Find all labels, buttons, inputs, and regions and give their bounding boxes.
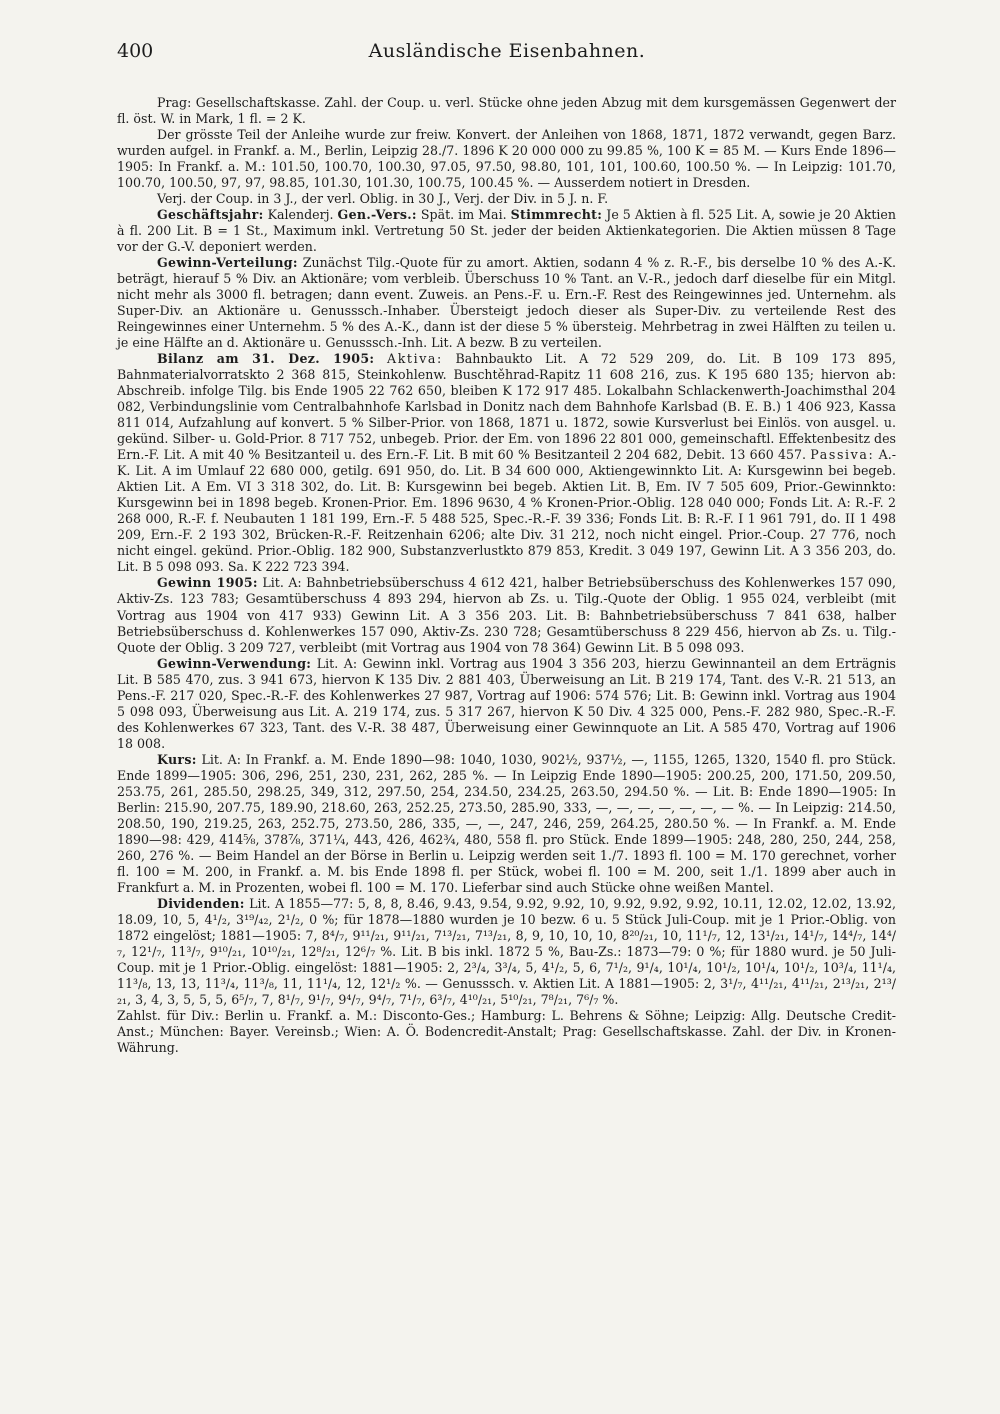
paragraph-payment: Prag: Gesellschaftskasse. Zahl. der Coup. u. verl. Stücke ohne jeden Abzug mit dem kursgemässen Gegenwert der fl. öst. W. in Mark, 1 fl. = 2 K. xyxy=(117,95,896,127)
paragraph-zahlstellen: Zahlst. für Div.: Berlin u. Frankf. a. M.: Disconto-Ges.; Hamburg: L. Behrens & Söhne; Leipzig: Allg. Deutsche Credit-Anst.; München: Bayer. Vereinsb.; Wien: A. Ö. Bodencredit-Anstalt; Prag: Gesellschaftskasse. Zahl. der Div. in Kronen-Währung. xyxy=(117,1007,896,1055)
dividenden-text: Lit. A 1855—77: 5, 8, 8, 8.46, 9.43, 9.54, 9.92, 9.92, 10, 9.92, 9.92, 9.92, 10.11, 12.02, 12.02, 13.92, 18.09, 10, 5, 4¹/₂, 3¹⁹/₄₂, 2¹/₂, 0 %; für 1878—1880 wurden je 10 bezw. 6 u. 5 Stück Juli-Coup. mit je 1 Prior.-Oblig. von 1872 eingelöst; 1881—1905: 7, 8⁴/₇, 9¹¹/₂₁, 9¹¹/₂₁, 7¹³/₂₁, 7¹³/₂₁, 8, 9, 10, 10, 10, 8²⁰/₂₁, 10, 11¹/₇, 12, 13¹/₂₁, 14¹/₇, 14⁴/₇, 14⁴/₇, 12¹/₇, 11³/₇, 9¹⁰/₂₁, 10¹⁰/₂₁, 12⁸/₂₁, 12⁶/₇ %. Lit. B bis inkl. 1872 5 %, Bau-Zs.: 1873—79: 0 %; für 1880 wurd. je 50 Juli-Coup. mit je 1 Prior.-Oblig. eingelöst: 1881—1905: 2, 2³/₄, 3³/₄, 5, 4¹/₂, 5, 6, 7¹/₂, 9¹/₄, 10¹/₄, 10¹/₂, 10¹/₄, 10¹/₂, 10³/₄, 11¹/₄, 11³/₈, 13, 13, 11³/₄, 11³/₈, 11, 11¹/₄, 12, 12¹/₂ %. — Genusssch. v. Aktien Lit. A 1881—1905: 2, 3¹/₇, 4¹¹/₂₁, 4¹¹/₂₁, 2¹³/₂₁, 2¹³/₂₁, 3, 4, 3, 5, 5, 5, 6⁵/₇, 7, 8¹/₇, 9¹/₇, 9⁴/₇, 9⁴/₇, 7¹/₇, 6³/₇, 4¹⁰/₂₁, 5¹⁰/₂₁, 7⁸/₂₁, 7⁶/₇ %. xyxy=(117,895,896,1007)
kurs-text: Lit. A: In Frankf. a. M. Ende 1890—98: 1040, 1030, 902½, 937½, —, 1155, 1265, 1320, 1540 fl. pro Stück. Ende 1899—1905: 306, 296, 251, 230, 231, 262, 285 %. — In Leipzig Ende 1890—1905: 200.25, 200, 171.50, 209.50, 253.75, 261, 285.50, 298.25, 349, 312, 297.50, 254, 234.50, 234.25, 263.50, 294.50 %. — Lit. B: Ende 1890—1905: In Berlin: 215.90, 207.75, 189.90, 218.60, 263, 252.25, 273.50, 285.90, 333, —, —, —, —, —, —, — %. — In Leipzig: 214.50, 208.50, 190, 219.25, 263, 252.75, 273.50, 286, 335, —, —, 247, 246, 259, 264.25, 280.50 %. — In Frankf. a. M. Ende 1890—98: 429, 414⅝, 378⅞, 371¼, 443, 426, 462¾, 480, 558 fl. pro Stück. Ende 1899—1905: 248, 280, 250, 244, 258, 260, 276 %. — Beim Handel an der Börse in Berlin u. Leipzig werden seit 1./7. 1893 fl. 100 = M. 170 gerechnet, vorher fl. 100 = M. 200, in Frankf. a. M. bis Ende 1898 fl. per Stück, wobei fl. 100 = M. 200, seit 1./1. 1899 aber auch in Frankfurt a. M. in Prozenten, wobei fl. 100 = M. 170. Lieferbar sind auch Stücke ohne weißen Mantel. xyxy=(117,751,896,895)
bilanz-label: Bilanz am 31. Dez. 1905: xyxy=(157,351,375,367)
kurs-label: Kurs: xyxy=(157,751,197,767)
dividenden-label: Dividenden: xyxy=(157,895,245,911)
paragraph-limitation: Verj. der Coup. in 3 J., der verl. Oblig. in 30 J., Verj. der Div. in 5 J. n. F. xyxy=(157,191,609,207)
paragraph-loan-conversion: Der grösste Teil der Anleihe wurde zur freiw. Konvert. der Anleihen von 1868, 1871, 1872 verwandt, gegen Barz. wurden aufgel. in Frankf. a. M., Berlin, Leipzig 28./7. 1896 K 20 000 000 zu 99.85 %, 100 K = 85 M. — Kurs Ende 1896—1905: In Frankf. a. M.: 101.50, 100.70, 100.30, 97.05, 97.50, 98.80, 101, 101, 100.60, 100.50 %. — In Leipzig: 101.70, 100.70, 100.50, 97, 97, 98.85, 101.30, 101.30, 100.75, 100.45 %. — Ausserdem notiert in Dresden. xyxy=(117,127,896,191)
aktiva-label: Aktiva: xyxy=(387,351,443,367)
section-gewinn-verteilung xyxy=(117,255,896,351)
running-title: Ausländische Eisenbahnen. xyxy=(368,40,646,62)
article-body xyxy=(117,95,896,1056)
geschaeftsjahr-label: Geschäftsjahr: xyxy=(157,207,264,223)
gewinn-verteilung-label: Gewinn-Verteilung: xyxy=(157,255,298,271)
gewinn-1905-label: Gewinn 1905: xyxy=(157,575,258,591)
geschaeftsjahr-text: Kalenderj. xyxy=(267,207,334,223)
gewinn-verteilung-text: Zunächst Tilg.-Quote für zu amort. Aktien, sodann 4 % z. R.-F., bis derselbe 10 % des A.-K. beträgt, hierauf 5 % Div. an Aktionäre; vom verbleib. Überschuss 10 % Tant. an V.-R., jedoch darf dieselbe für ein Mitgl. nicht mehr als 3000 fl. betragen; dann event. Zuweis. an Pens.-F. u. Ern.-F. Rest des Reingewinnes jed. Unternehm. als Super-Div. an Aktionäre u. Genusssch.-Inhaber. Übersteigt jedoch dieser als Super-Div. zu verteilende Rest des Reingewinnes einer Unternehm. 5 % des A.-K., dann ist der diese 5 % übersteig. Mehrbetrag in zwei Hälften zu teilen u. je eine Hälfte an d. Aktionäre u. Genusssch.-Inh. Lit. A bezw. B zu verteilen. xyxy=(117,255,896,351)
aktiva-text: Bahnbaukto Lit. A 72 529 209, do. Lit. B 109 173 895, Bahnmaterialvorratskto 2 368 815, Steinkohlenw. Buschtěhrad-Rapitz 11 608 216, zus. K 195 680 135; hiervon ab: Abschreib. infolge Tilg. bis Ende 1905 22 762 650, bleiben K 172 917 485. Lokalbahn Schlackenwerth-Joachimsthal 204 082, Verbindungslinie vom Centralbahnhofe Karlsbad in Donitz nach dem Bahnhofe Karlsbad (B. E. B.) 1 406 923, Kassa 811 014, Aufzahlung auf konvert. 5 % Silber-Prior. von 1868, 1871 u. 1872, sowie Kursverlust bei Einlös. von ausgel. u. gekünd. Silber- u. Gold-Prior. 8 717 752, unbegeb. Prior. der Em. von 1896 22 801 000, gemeinschaftl. Effektenbesitz des Ern.-F. Lit. A mit 40 % Besitzanteil u. des Ern.-F. Lit. B mit 60 % Besitzanteil 2 204 682, Debit. 13 660 457. xyxy=(117,351,896,463)
stimmrecht-text: Je 5 Aktien à fl. 525 Lit. A, sowie je 20 Aktien à fl. 200 Lit. B = 1 St., Maximum inkl. Vertretung 50 St. jeder der beiden Aktienkategorien. Die Aktien müssen 8 Tage vor der G.-V. deponiert werden. xyxy=(117,207,896,255)
gen-vers-text: Spät. im Mai. xyxy=(420,207,507,223)
section-bilanz xyxy=(117,351,896,575)
gewinn-verwendung-text: Lit. A: Gewinn inkl. Vortrag aus 1904 3 356 203, hierzu Gewinnanteil an dem Erträgnis Lit. B 585 470, zus. 3 941 673, hiervon K 135 Div. 2 881 403, Überweisung an Lit. B 219 174, Tant. des V.-R. 21 513, an Pens.-F. 217 020, Spec.-R.-F. des Kohlenwerkes 27 987, Vortrag auf 1906: 574 576; Lit. B: Gewinn inkl. Vortrag aus 1904 5 098 093, Überweisung aus Lit. A. 219 174, zus. 5 317 267, hiervon K 50 Div. 4 325 000, Pens.-F. 282 980, Spec.-R.-F. des Kohlenwerkes 67 323, Tant. des V.-R. 38 487, Überweisung einer Gewinnquote an Lit. A 585 470, Vortrag auf 1906 18 008. xyxy=(117,655,896,751)
gewinn-1905-text: Lit. A: Bahnbetriebsüberschuss 4 612 421, halber Betriebsüberschuss des Kohlenwerkes 157 090, Aktiv-Zs. 123 783; Gesamtüberschuss 4 893 294, hiervon ab Zs. u. Tilg.-Quote der Oblig. 1 955 024, verbleibt (mit Vortrag aus 1904 von 417 933) Gewinn Lit. A 3 356 203. Lit. B: Bahnbetriebsüberschuss 7 841 638, halber Betriebsüberschuss d. Kohlenwerkes 157 090, Aktiv-Zs. 230 728; Gesamtüberschuss 8 229 456, hiervon ab Zs. u. Tilg.-Quote der Oblig. 3 209 727, verbleibt (mit Vortrag aus 1904 von 78 364) Gewinn Lit. B 5 098 093. xyxy=(117,575,896,655)
gewinn-verwendung-label: Gewinn-Verwendung: xyxy=(157,655,312,671)
section-dividenden xyxy=(117,896,896,1008)
section-gewinn-1905 xyxy=(117,575,896,655)
gen-vers-label: Gen.-Vers.: xyxy=(337,207,417,223)
section-kurs xyxy=(117,752,896,896)
passiva-label: Passiva: xyxy=(810,447,875,463)
stimmrecht-label: Stimmrecht: xyxy=(510,207,603,223)
page-number: 400 xyxy=(117,40,154,62)
section-geschaeftsjahr xyxy=(117,207,896,255)
section-gewinn-verwendung xyxy=(117,656,896,752)
passiva-text: A.-K. Lit. A im Umlauf 22 680 000, getilg. 691 950, do. Lit. B 34 600 000, Aktiengewinnkto Lit. A: Kursgewinn bei begeb. Aktien Lit. A Em. VI 3 318 302, do. Lit. B: Kursgewinn bei begeb. Aktien Lit. B, Em. IV 7 505 609, Prior.-Gewinnkto: Kursgewinn bei in 1898 begeb. Kronen-Prior. Em. 1896 9630, 4 % Kronen-Prior.-Oblig. 128 040 000; Fonds Lit. A: R.-F. 2 268 000, R.-F. f. Neubauten 1 181 199, Ern.-F. 5 488 525, Spec.-R.-F. 39 336; Fonds Lit. B: R.-F. I 1 961 791, do. II 1 498 209, Ern.-F. 2 193 302, Brücken-R.-F. Reitzenhain 6206; alte Div. 31 212, noch nicht eingel. Prior.-Coup. 27 776, noch nicht eingel. gekünd. Prior.-Oblig. 182 900, Substanzverlustkto 879 853, Kredit. 3 049 197, Gewinn Lit. A 3 356 203, do. Lit. B 5 098 093. Sa. K 222 723 394. xyxy=(117,447,896,575)
page-header xyxy=(117,40,897,70)
